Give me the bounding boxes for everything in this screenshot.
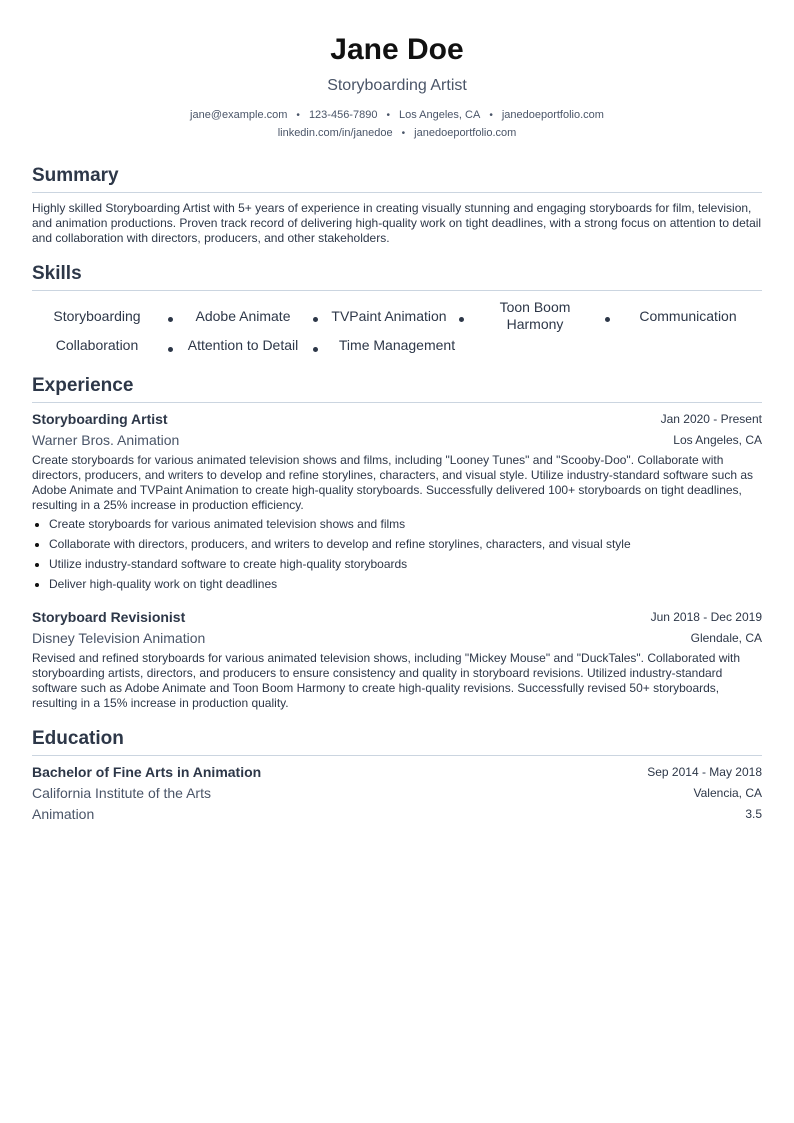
summary-divider	[32, 192, 762, 193]
job-description: Revised and refined storyboards for various animated television shows, including "Mickey Mouse" and "DuckTales". Collaborated with storyboarding artists, directors, and producers to ensure consistency and quality in storyboard revisions. Utilized industry-standard software such as Adobe Animate and Toon Boom Harmony to create high-quality revisions. Successfully revised 50+ storyboards, resulting in a 15% increase in production quality.	[32, 651, 741, 710]
portfolio-link-2[interactable]: janedoeportfolio.com	[414, 127, 517, 139]
list-item-text: Utilize industry-standard software to create high-quality storyboards	[49, 557, 408, 571]
summary-heading: Summary	[32, 165, 119, 186]
job-title: Storyboard Revisionist	[32, 609, 186, 625]
job-location: Los Angeles, CA	[673, 433, 762, 447]
skill-separator-dot	[459, 317, 464, 322]
separator-dot: •	[296, 110, 300, 121]
degree-title: Bachelor of Fine Arts in Animation	[32, 764, 262, 780]
contact-row-1	[32, 108, 762, 123]
list-item-text: Create storyboards for various animated television shows and films	[49, 517, 406, 531]
list-item-text: Collaborate with directors, producers, and writers to develop and refine storylines, characters, and visual style	[49, 537, 631, 551]
job-location: Glendale, CA	[690, 631, 762, 645]
school-location: Valencia, CA	[693, 786, 762, 800]
job-company: Warner Bros. Animation	[32, 432, 180, 448]
skill-item: Time Management	[338, 337, 456, 353]
job-description: Create storyboards for various animated television shows and films, including "Looney Tunes" and "Scooby-Doo". Collaborate with directors, producers, and writers to develop and refine storylines, characters, and visual style. Utilize industry-standard software such as Adobe Animate and TVPaint Animation to create high-quality storyboards. Successfully delivered 100+ storyboards on tight deadlines, resulting in a 25% increase in production efficiency.	[32, 453, 753, 512]
experience-heading: Experience	[32, 375, 134, 396]
phone-text: 123-456-7890	[308, 109, 378, 121]
skill-item	[470, 299, 600, 333]
skill-separator-dot	[313, 347, 318, 352]
skill-item: Communication	[639, 308, 737, 324]
education-heading: Education	[32, 728, 124, 749]
separator-dot: •	[386, 110, 390, 121]
location-text: Los Angeles, CA	[398, 109, 481, 121]
bullet-icon	[35, 563, 39, 567]
contact-row-2	[32, 126, 762, 141]
bullet-icon	[35, 543, 39, 547]
skill-label: Toon Boom Harmony	[499, 299, 571, 332]
linkedin-link[interactable]: linkedin.com/in/janedoe	[277, 127, 393, 139]
portfolio-link[interactable]: janedoeportfolio.com	[501, 109, 604, 121]
skill-separator-dot	[168, 347, 173, 352]
field-of-study: Animation	[32, 806, 95, 822]
candidate-title: Storyboarding Artist	[327, 77, 467, 94]
separator-dot: •	[401, 128, 406, 139]
skill-item: Attention to Detail	[187, 337, 299, 353]
job-title: Storyboarding Artist	[32, 411, 168, 427]
email-link[interactable]: jane@example.com	[190, 109, 288, 121]
skill-item: Adobe Animate	[195, 308, 291, 324]
school-name: California Institute of the Arts	[32, 785, 211, 801]
list-item-text: Deliver high-quality work on tight deadlines	[49, 577, 278, 591]
education-divider	[32, 755, 762, 756]
experience-divider	[32, 402, 762, 403]
skill-item: TVPaint Animation	[331, 308, 447, 324]
skill-separator-dot	[168, 317, 173, 322]
gpa-value: 3.5	[745, 807, 762, 821]
job-dates: Jan 2020 - Present	[660, 412, 762, 426]
job-company: Disney Television Animation	[32, 630, 206, 646]
bullet-icon	[35, 523, 39, 527]
bullet-icon	[35, 583, 39, 587]
separator-dot: •	[489, 110, 493, 121]
skill-separator-dot	[605, 317, 610, 322]
skills-heading: Skills	[32, 263, 82, 284]
job-dates: Jun 2018 - Dec 2019	[650, 610, 762, 624]
candidate-name: Jane Doe	[330, 33, 464, 66]
skill-item: Collaboration	[55, 337, 139, 353]
summary-text: Highly skilled Storyboarding Artist with 5+ years of experience in creating visually stunning and engaging storyboards for film, television, and animation productions. Proven track record of delivering high-quality work on tight deadlines, with a strong focus on attention to detail and collaboration with directors, producers, and other stakeholders.	[32, 201, 762, 245]
skill-separator-dot	[313, 317, 318, 322]
skill-item: Storyboarding	[53, 308, 141, 324]
skills-divider	[32, 290, 762, 291]
education-dates: Sep 2014 - May 2018	[647, 765, 762, 779]
